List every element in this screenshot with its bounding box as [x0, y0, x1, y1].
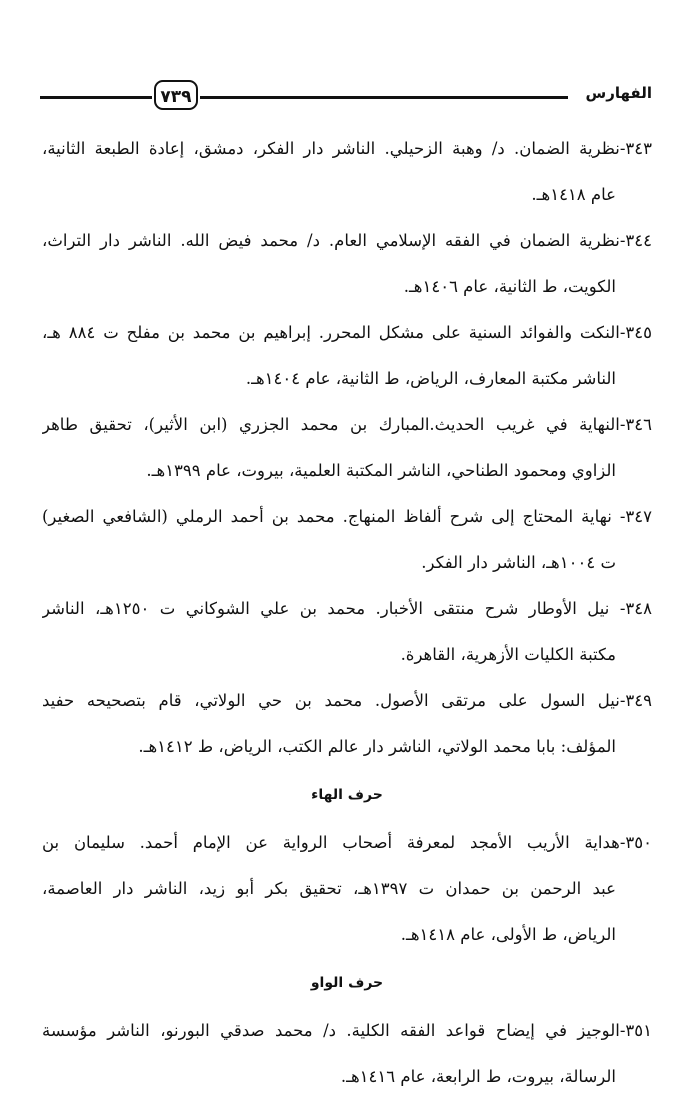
- entry-first-line: ٣٤٨- نيل الأوطار شرح منتقى الأخبار. محمد بن علي الشوكاني ت ١٢٥٠هـ، الناشر: [42, 599, 652, 618]
- entry-continuation-line: ت ١٠٠٤هـ، الناشر دار الفكر.: [421, 553, 616, 572]
- entry-continuation-line: مكتبة الكليات الأزهرية، القاهرة.: [400, 645, 616, 664]
- entry-continuation-line: الكويت، ط الثانية، عام ١٤٠٦هـ.: [403, 277, 616, 296]
- bibliography-entry: [42, 126, 652, 218]
- bibliography-entry: [42, 218, 652, 310]
- bibliography-entry: [42, 310, 652, 402]
- entry-continuation-line: الناشر مكتبة المعارف، الرياض، ط الثانية، عام ١٤٠٤هـ.: [245, 369, 616, 388]
- bibliography-entry: [42, 820, 652, 958]
- entry-continuation-line: عام ١٤١٨هـ.: [531, 185, 616, 204]
- bibliography-entry: [42, 1008, 652, 1100]
- header-rule-right: [200, 96, 568, 99]
- header-title: الفهارس: [585, 84, 652, 102]
- section-heading: حرف الهاء: [311, 787, 383, 803]
- entry-continuation-line: الرياض، ط الأولى، عام ١٤١٨هـ.: [400, 925, 616, 944]
- entry-continuation-line: المؤلف: بابا محمد الولاتي، الناشر دار عالم الكتب، الرياض، ط ١٤١٢هـ.: [138, 737, 616, 756]
- entry-first-line: ٣٤٦-النهاية في غريب الحديث.المبارك بن محمد الجزري (ابن الأثير)، تحقيق طاهر: [42, 415, 652, 434]
- entry-first-line: ٣٤٩-نيل السول على مرتقى الأصول. محمد بن حي الولاتي، قام بتصحيحه حفيد: [42, 691, 652, 710]
- entry-continuation-line: الرسالة، بيروت، ط الرابعة، عام ١٤١٦هـ.: [340, 1067, 616, 1086]
- running-header: [40, 78, 652, 114]
- page-number: ٧٣٩: [154, 80, 198, 110]
- entry-first-line: ٣٤٥-النكت والفوائد السنية على مشكل المحرر. إبراهيم بن محمد بن مفلح ت ٨٨٤ هـ،: [42, 323, 652, 342]
- entry-continuation-line: الزاوي ومحمود الطناحي، الناشر المكتبة العلمية، بيروت، عام ١٣٩٩هـ.: [146, 461, 616, 480]
- entry-continuation-line: عبد الرحمن بن حمدان ت ١٣٩٧هـ، تحقيق بكر أبو زيد، الناشر دار العاصمة،: [42, 879, 616, 898]
- bibliography-list: [42, 126, 652, 1100]
- entry-first-line: ٣٤٤-نظرية الضمان في الفقه الإسلامي العام. د/ محمد فيض الله. الناشر دار التراث،: [42, 231, 652, 250]
- entry-first-line: ٣٤٧- نهاية المحتاج إلى شرح ألفاظ المنهاج. محمد بن أحمد الرملي (الشافعي الصغير): [42, 507, 652, 526]
- bibliography-entry: [42, 586, 652, 678]
- entry-first-line: ٣٥٠-هداية الأريب الأمجد لمعرفة أصحاب الرواية عن الإمام أحمد. سليمان بن: [42, 833, 652, 852]
- section-heading: حرف الواو: [310, 975, 384, 991]
- header-rule-left: [40, 96, 152, 99]
- bibliography-entry: [42, 494, 652, 586]
- entry-first-line: ٣٥١-الوجيز في إيضاح قواعد الفقه الكلية. د/ محمد صدقي البورنو، الناشر مؤسسة: [42, 1021, 652, 1040]
- bibliography-entry: [42, 402, 652, 494]
- bibliography-entry: [42, 678, 652, 770]
- entry-first-line: ٣٤٣-نظرية الضمان. د/ وهبة الزحيلي. الناشر دار الفكر، دمشق، إعادة الطبعة الثانية،: [42, 139, 652, 158]
